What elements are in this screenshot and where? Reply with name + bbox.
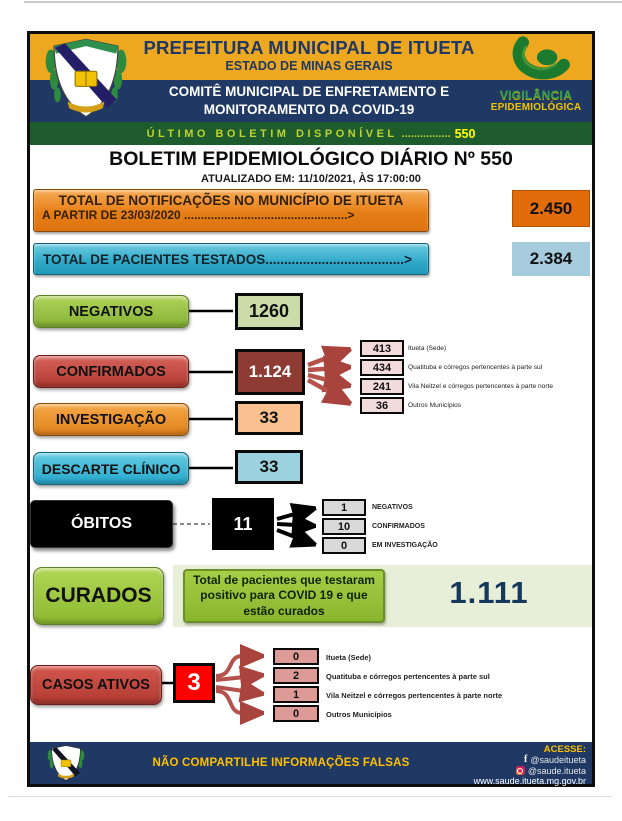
last-bulletin-label: ÚLTIMO BOLETIM DISPONÍVEL [146, 127, 398, 140]
obitos-breakdown-label: NEGATIVOS [372, 504, 413, 511]
obitos-breakdown-box: 1 [322, 499, 366, 516]
curados-button: CURADOS [33, 567, 164, 625]
footer-bar [30, 742, 592, 784]
bulletin-updated: ATUALIZADO EM: 11/10/2021, ÀS 17:00:00 [201, 173, 421, 185]
estado-subtitle: ESTADO DE MINAS GERAIS [225, 59, 393, 73]
descarte-clinico-button: DESCARTE CLÍNICO [33, 452, 189, 485]
total-tested-bar [33, 243, 429, 275]
instagram-icon [516, 766, 525, 775]
page-edge-line [24, 1, 622, 3]
confirmados-value: 1.124 [235, 349, 305, 395]
obitos-breakdown-box: 0 [322, 537, 366, 554]
casos-breakdown-box: 1 [273, 686, 319, 703]
itueta-coat-of-arms-icon [36, 36, 136, 120]
instagram-link[interactable] [436, 766, 586, 777]
vigilancia-swoosh-icon [486, 35, 586, 87]
prefeitura-title: PREFEITURA MUNICIPAL DE ITUETA [143, 37, 475, 58]
last-bulletin-bar [30, 122, 592, 145]
last-bulletin-dots: ................ [401, 127, 451, 140]
vigilancia-text-line1: VIGILÂNCIA [499, 88, 573, 102]
total-notifications-value: 2.450 [512, 190, 590, 227]
investigacao-value: 33 [235, 401, 303, 435]
confirmados-breakdown-box: 413 [360, 340, 404, 357]
casos-breakdown-box: 2 [273, 667, 319, 684]
confirmados-breakdown-label: Outros Municípios [408, 402, 462, 409]
tested-label: TOTAL DE PACIENTES TESTADOS.....................................> [43, 251, 412, 267]
committee-block [138, 83, 480, 119]
casos-breakdown-label: Vila Neitzel e córregos pertencentes à parte norte [326, 691, 503, 700]
negativos-value: 1260 [235, 293, 303, 330]
confirmados-breakdown-label: Vila Neitzel e córregos pertencentes à parte norte [408, 383, 554, 390]
confirmados-breakdown-box: 36 [360, 397, 404, 414]
obitos-breakdown-label: EM INVESTIGAÇÃO [372, 542, 438, 549]
curados-value: 1.111 [449, 575, 529, 610]
committee-line1: COMITÊ MUNICIPAL DE ENFRETAMENTO E [168, 84, 450, 99]
casos-breakdown-box: 0 [273, 648, 319, 665]
website-link[interactable] [436, 776, 586, 787]
facebook-link[interactable] [436, 755, 586, 766]
casos-breakdown-box: 0 [273, 705, 319, 722]
casos-breakdown-label: Quatituba e córregos pertencentes à parte sul [326, 672, 490, 681]
access-label: ACESSE: [543, 744, 586, 755]
negativos-button: NEGATIVOS [33, 295, 189, 328]
confirmados-breakdown-box: 241 [360, 378, 404, 395]
confirmados-breakdown-label: Itueta (Sede) [408, 345, 447, 352]
header-title-block [138, 37, 480, 73]
footer-warning: NÃO COMPARTILHE INFORMAÇÕES FALSAS [152, 757, 410, 769]
obitos-breakdown-label: CONFIRMADOS [372, 523, 425, 530]
website-url: www.saude.itueta.mg.gov.br [473, 776, 586, 786]
confirmados-button: CONFIRMADOS [33, 355, 189, 388]
facebook-icon: f [523, 754, 528, 765]
notifications-label-line1: TOTAL DE NOTIFICAÇÕES NO MUNICÍPIO DE ITUETA [58, 193, 404, 208]
curados-description: Total de pacientes que testaram positivo para COVID 19 e que estão curados [183, 569, 385, 623]
notifications-label-line2: A PARTIR DE 23/03/2020 .................................................> [42, 208, 355, 222]
obitos-value: 11 [212, 498, 274, 550]
casos-ativos-value: 3 [173, 663, 215, 703]
footer-coat-of-arms-icon [44, 744, 88, 782]
investigacao-button: INVESTIGAÇÃO [33, 403, 189, 436]
footer-links [436, 744, 586, 787]
obitos-button: ÓBITOS [30, 500, 173, 548]
page-edge-line [8, 796, 612, 797]
vigilancia-logo [482, 35, 590, 121]
total-notifications-bar [33, 189, 429, 232]
last-bulletin-number: 550 [454, 126, 476, 141]
confirmados-breakdown-box: 434 [360, 359, 404, 376]
descarte-clinico-value: 33 [235, 450, 303, 484]
confirmados-breakdown-label: Quatituba e córregos pertencentes à parte sul [408, 364, 543, 371]
casos-breakdown-label: Itueta (Sede) [326, 653, 372, 662]
total-tested-value: 2.384 [512, 242, 590, 276]
obitos-breakdown-box: 10 [322, 518, 366, 535]
bulletin-frame [27, 31, 595, 787]
casos-ativos-button: CASOS ATIVOS [30, 665, 162, 705]
bulletin-title: BOLETIM EPIDEMIOLÓGICO DIÁRIO Nº 550 [109, 148, 513, 170]
casos-breakdown-label: Outros Municípios [326, 710, 392, 719]
facebook-handle: @saudeitueta [530, 755, 586, 765]
instagram-handle: @saude.itueta [527, 765, 586, 776]
committee-line2: MONITORAMENTO DA COVID-19 [203, 102, 415, 117]
vigilancia-text-line2: EPIDEMIOLÓGICA [490, 102, 582, 113]
